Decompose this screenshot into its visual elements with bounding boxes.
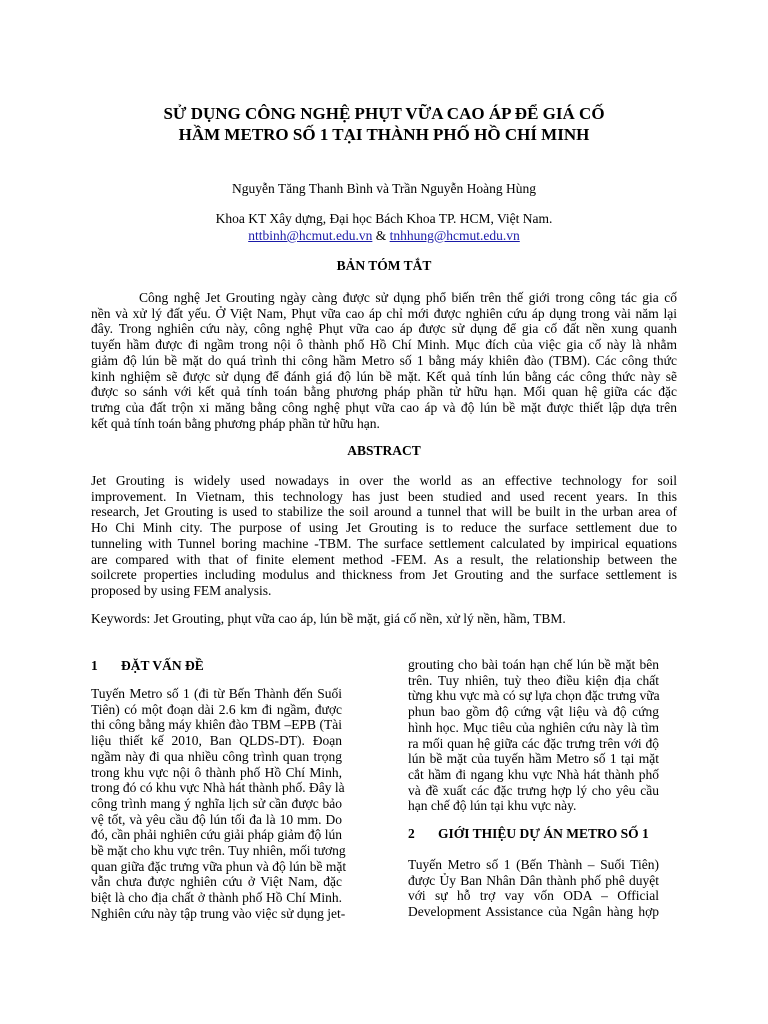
summary-line: kinh nghiệm sẽ được sử dụng để đánh giá độ lún bề mặt. Kết quả tính lún bằng các công thức này sẽ: [91, 368, 677, 384]
keywords: Keywords: Jet Grouting, phụt vữa cao áp, lún bề mặt, giá cố nền, xử lý nền, hầm, TBM.: [91, 611, 566, 626]
body-line: Nghiên cứu này tập trung vào việc sử dụng jet-: [91, 905, 346, 921]
body-line: ngầm này đi qua nhiều công trình quan trọng: [91, 748, 342, 764]
authors: Nguyễn Tăng Thanh Bình và Trần Nguyễn Hoàng Hùng: [232, 181, 536, 196]
abstract-line: research, Jet Grouting is used to stabilize the soil around a tunnel that will be built in the urban area of: [91, 504, 677, 520]
body-line: lún bề mặt của tuyến hầm Metro số 1 tại mặt: [408, 751, 659, 767]
body-line: liệu thiết kế 2010, Ban QLDS-DT). Đoạn: [91, 733, 342, 749]
section-number: 2: [408, 826, 415, 841]
body-line: trong đó có khu vực Nhà hát thành phố. Đây là: [91, 780, 345, 796]
section-1-heading: [91, 658, 204, 674]
body-line: công trình mang ý nghĩa lịch sử cần được bảo: [91, 795, 342, 811]
abstract-heading: ABSTRACT: [347, 443, 421, 458]
summary-paragraph: [91, 290, 677, 431]
summary-line: tuyến hầm được đi ngầm trong nội ô thành phố Hồ Chí Minh. Mục đích của việc gia cố này là nhằm: [91, 337, 677, 353]
body-line: hình học. Mục tiêu của nghiên cứu này là tìm: [408, 719, 659, 735]
body-line: grouting cho bài toán hạn chế lún bề mặt bên: [408, 657, 659, 672]
right-column-text-2: [408, 857, 659, 920]
body-line: Tuyến Metro số 1 (đi từ Bến Thành đến Suối: [91, 686, 342, 701]
body-line: vệ tốt, và yêu cầu độ lún tối đa là 10 mm. Do: [91, 811, 342, 827]
body-line: Tiên) có một đoạn dài 2.6 km đi ngầm, được: [91, 701, 342, 717]
section-title: ĐẶT VẤN ĐỀ: [121, 658, 204, 673]
body-line: Tuyến Metro số 1 (Bến Thành – Suối Tiên): [408, 857, 659, 872]
abstract-line: proposed by using FEM analysis.: [91, 582, 272, 598]
summary-line: kết quả tính toán bằng phương pháp phần tử hữu hạn.: [91, 415, 380, 431]
abstract-line: are compared with that of finite element method -FEM. As a result, the relationship between the: [91, 551, 677, 567]
abstract-line: Ho Chi Minh city. The purpose of using Jet Grouting is to reduce the surface settlement due to: [91, 520, 677, 536]
body-line: Development Assistance của Ngân hàng hợp: [408, 904, 659, 920]
body-line: phun bao gồm độ cứng vật liệu và độ cứng: [408, 704, 659, 720]
body-line: bề mặt cho khu vực trên. Tuy nhiên, mối tương: [91, 843, 346, 859]
section-2-heading: [408, 826, 649, 842]
body-line: trên. Tuy nhiên, tuỳ theo điều kiện địa chất: [408, 672, 659, 688]
summary-line: đây. Trong nghiên cứu này, công nghệ Phụt vữa cao áp được sử dụng để gia cố đất nền xung quanh: [91, 321, 677, 337]
body-line: từng khu vực mà có sự lựa chọn đặc trưng vữa: [408, 688, 660, 704]
body-line: ra mối quan hệ giữa các đặc trưng trên với độ: [408, 735, 659, 751]
right-column-text: [408, 657, 659, 814]
paper-title: [0, 103, 768, 145]
summary-line: trưng của đất trộn xi măng bằng công nghệ phụt vữa cao áp và độ lún bề mặt được thiết lập dựa trên: [91, 399, 677, 415]
summary-heading: BẢN TÓM TẮT: [336, 258, 432, 273]
affiliation: Khoa KT Xây dựng, Đại học Bách Khoa TP. HCM, Việt Nam.: [215, 211, 553, 226]
abstract-line: soilcrete properties including modulus and thickness from Jet Grouting and the surface settlement is: [91, 567, 677, 583]
abstract-line: tunneling with Tunnel boring machine -TBM. The surface settlement calculated by impirical equations: [91, 535, 677, 551]
body-line: đó, cần phải nghiên cứu giải pháp giảm độ lún: [91, 827, 342, 843]
body-line: với sự hỗ trợ vay vốn ODA – Official: [408, 888, 659, 904]
emails: [0, 228, 768, 244]
summary-line: được so sánh với kết quả tính toán bằng phương pháp phần tử hữu hạn. Mối quan hệ giữa các đặc: [91, 384, 677, 400]
summary-line: Công nghệ Jet Grouting ngày càng được sử dụng phổ biến trên thế giới trong công tác gia cố: [139, 290, 677, 305]
body-line: quan giữa đặc trưng vữa phun và độ lún bề mặt: [91, 858, 347, 874]
summary-line: nền và xử lý đất yếu. Ở Việt Nam, Phụt vữa cao áp chỉ mới được nghiên cứu áp dụng trong vài năm lại: [91, 305, 677, 321]
section-number: 1: [91, 658, 98, 673]
body-line: biệt là cho địa chất ở thành phố Hồ Chí Minh.: [91, 890, 342, 906]
body-line: vẫn chưa được nghiên cứu ở Việt Nam, đặc: [91, 874, 342, 890]
section-title: GIỚI THIỆU DỰ ÁN METRO SỐ 1: [438, 826, 649, 841]
body-line: được Ủy Ban Nhân Dân thành phố phê duyệt: [408, 872, 659, 888]
summary-line: giảm độ lún bề mặt do quá trình thi công hầm Metro số 1 bằng máy khiên đào (TBM). Các công thức: [91, 352, 677, 368]
abstract-paragraph: [91, 473, 677, 599]
left-column-text: [91, 686, 347, 922]
body-line: hạn chế độ lún tại khu vực này.: [408, 798, 577, 814]
email-link-1[interactable]: nttbinh@hcmut.edu.vn: [248, 228, 373, 243]
body-line: thi công bằng máy khiên đào TBM –EPB (Tài: [91, 717, 342, 733]
body-line: cắt hầm đi ngang khu vực Nhà hát thành phố: [408, 766, 659, 782]
abstract-line: Jet Grouting is widely used nowadays in over the world as an effective technology for soil: [91, 473, 677, 488]
title-line-1: SỬ DỤNG CÔNG NGHỆ PHỤT VỮA CAO ÁP ĐỂ GIÁ CỐ: [163, 104, 605, 123]
body-line: trong khu vực nội ô thành phố Hồ Chí Minh,: [91, 764, 342, 780]
abstract-line: improvement. In Vietnam, this technology has just been studied and used recent years. In this: [91, 488, 677, 504]
email-separator: &: [372, 228, 390, 243]
title-line-2: HẦM METRO SỐ 1 TẠI THÀNH PHỐ HỒ CHÍ MINH: [178, 125, 590, 144]
body-line: và đề xuất các đặc trưng hợp lý cho yêu cầu: [408, 782, 659, 798]
email-link-2[interactable]: tnhhung@hcmut.edu.vn: [389, 228, 520, 243]
